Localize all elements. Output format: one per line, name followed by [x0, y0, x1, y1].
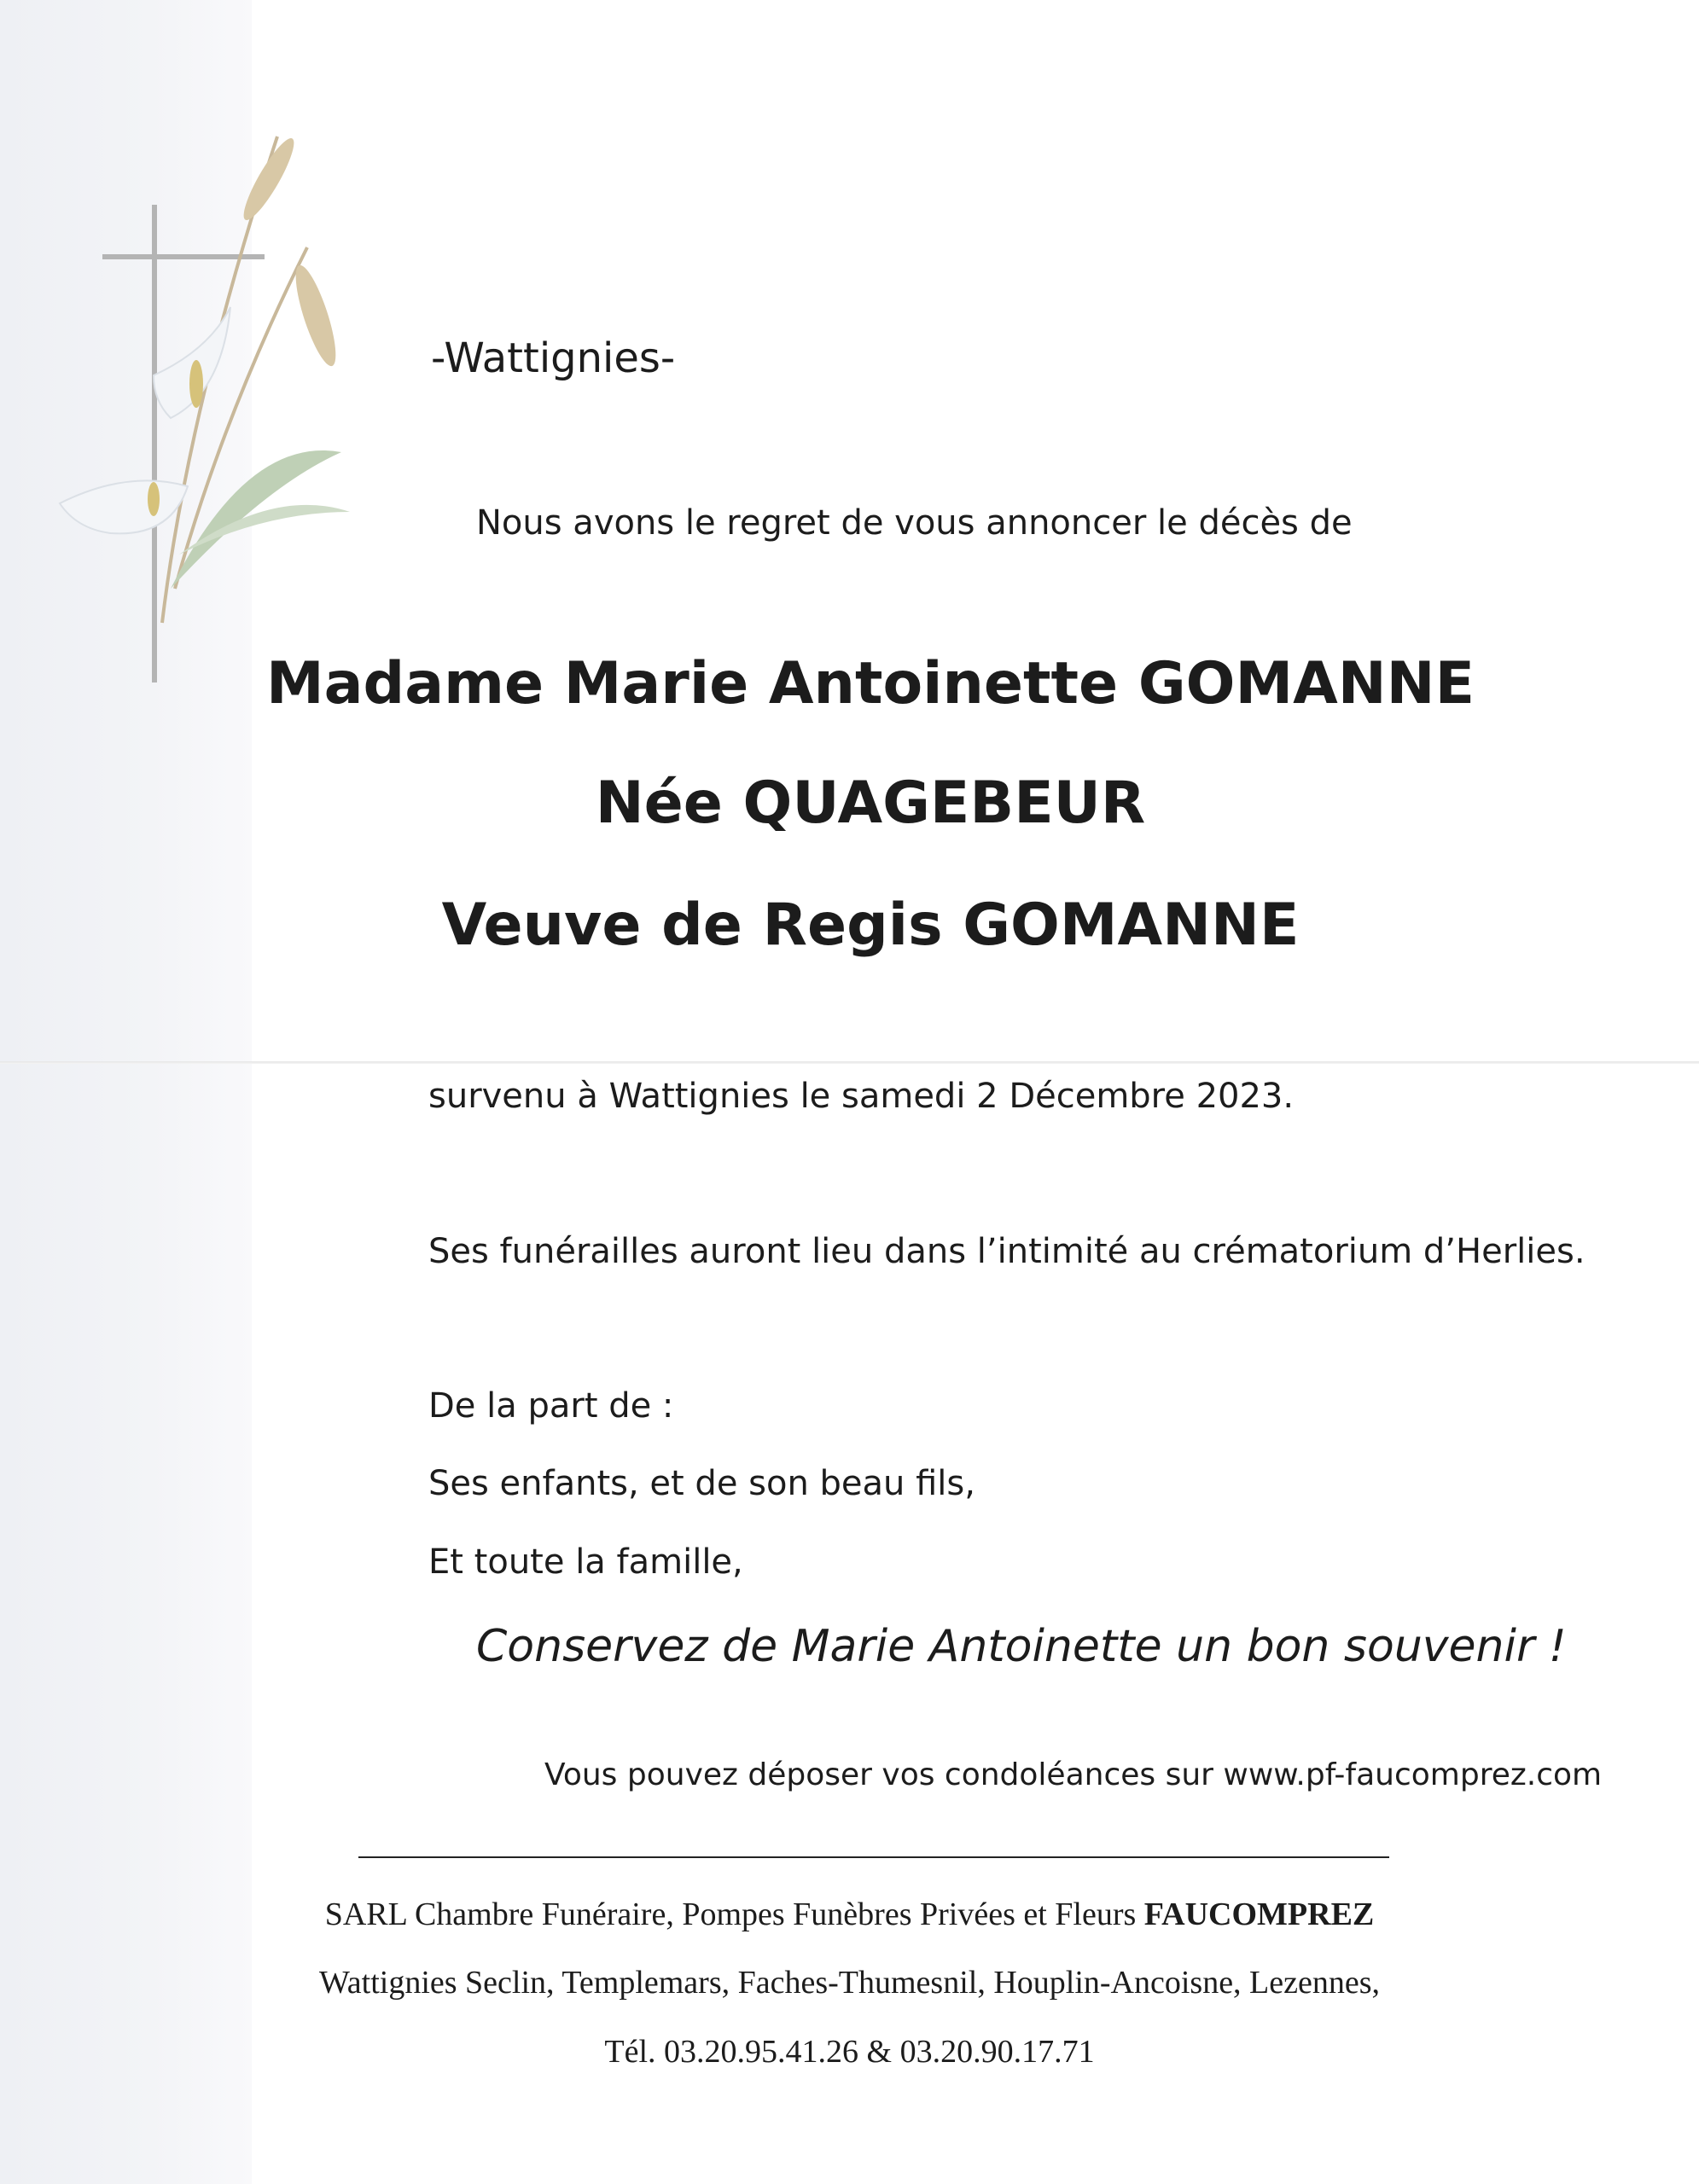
death-date-line: survenu à Wattignies le samedi 2 Décembre 2023.	[428, 1077, 1295, 1116]
wheat-ear-2	[288, 262, 344, 370]
funeral-line: Ses funérailles auront lieu dans l’intimité au crématorium d’Herlies.	[428, 1232, 1586, 1271]
place-heading: -Wattignies-	[431, 334, 676, 382]
company-line	[0, 1896, 1699, 1933]
maiden-name: Née QUAGEBEUR	[595, 770, 1146, 837]
phone-line: Tél. 03.20.95.41.26 & 03.20.90.17.71	[604, 2034, 1095, 2070]
children-line: Ses enfants, et de son beau fils,	[428, 1464, 975, 1503]
family-line: Et toute la famille,	[428, 1542, 743, 1582]
lily-flower-2	[60, 480, 188, 533]
wheat-ear-1	[236, 133, 301, 224]
from-label: De la part de :	[428, 1386, 674, 1426]
cross-vertical	[152, 205, 157, 682]
cross-lily-decoration	[51, 111, 358, 708]
condolences-line: Vous pouvez déposer vos condoléances sur www.pf-faucomprez.com	[544, 1757, 1603, 1792]
deceased-name: Madame Marie Antoinette GOMANNE	[265, 650, 1475, 717]
company-prefix: SARL Chambre Funéraire, Pompes Funèbres Privées et Fleurs	[324, 1896, 1144, 1932]
fold-line	[0, 1061, 1699, 1064]
memory-quote: Conservez de Marie Antoinette un bon souvenir !	[476, 1621, 1567, 1672]
locations-line: Wattignies Seclin, Templemars, Faches-Thumesnil, Houplin-Ancoisne, Lezennes,	[318, 1965, 1381, 2001]
company-brand: FAUCOMPREZ	[1143, 1896, 1375, 1932]
lily-stamen-2	[148, 482, 160, 516]
footer-divider	[358, 1856, 1389, 1858]
wheat-stalk-2	[175, 247, 307, 589]
announcement-intro: Nous avons le regret de vous annoncer le décès de	[476, 503, 1353, 543]
widow-of: Veuve de Regis GOMANNE	[441, 892, 1300, 959]
lily-stamen-1	[189, 360, 203, 408]
